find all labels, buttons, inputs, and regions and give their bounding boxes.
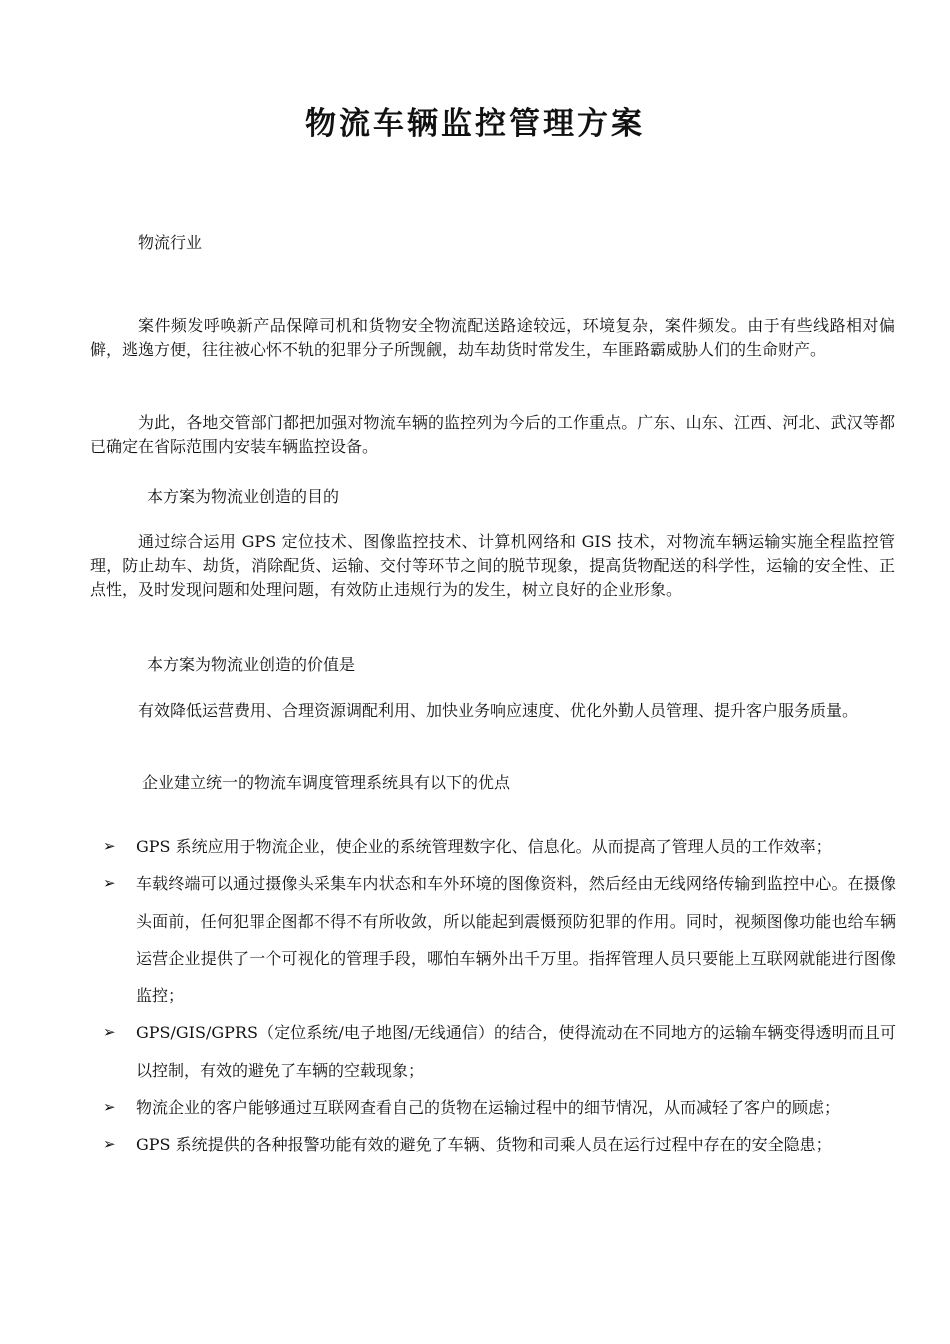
arrow-bullet-icon: ➢ (103, 1135, 116, 1154)
paragraph-cases: 案件频发呼唤新产品保障司机和货物安全物流配送路途较远，环境复杂，案件频发。由于有些线路相对偏僻，逃逸方便，往往被心怀不轨的犯罪分子所觊觎，劫车劫货时常发生，车匪路霸威胁人们的生命财产。 (90, 316, 895, 359)
list-item (90, 828, 896, 865)
advantages-list (90, 828, 896, 1164)
arrow-bullet-icon: ➢ (103, 837, 116, 855)
paragraph-authorities: 为此，各地交管部门都把加强对物流车辆的监控列为今后的工作重点。广东、山东、江西、河北、武汉等都已确定在省际范围内安装车辆监控设备。 (90, 413, 895, 456)
list-item-text: GPS/GIS/GPRS（定位系统/电子地图/无线通信）的结合，使得流动在不同地方的运输车辆变得透明而且可以控制，有效的避免了车辆的空载现象； (136, 1023, 896, 1080)
list-item (90, 1126, 896, 1163)
document-title: 物流车辆监控管理方案 (305, 106, 645, 142)
paragraph-purpose: 通过综合运用 GPS 定位技术、图像监控技术、计算机网络和 GIS 技术，对物流车辆运输实施全程监控管理，防止劫车、劫货，消除配货、运输、交付等环节之间的脱节现象，提高货物配送的科学性，运输的安全性、正点性，及时发现问题和处理问题，有效防止违规行为的发生，树立良好的企业形象。 (90, 532, 895, 599)
list-item (90, 1014, 896, 1089)
section-heading-industry: 物流行业 (138, 233, 203, 252)
list-item (90, 1089, 896, 1126)
section-heading-purpose: 本方案为物流业创造的目的 (147, 487, 340, 506)
arrow-bullet-icon: ➢ (103, 1023, 116, 1042)
list-item-text: 物流企业的客户能够通过互联网查看自己的货物在运输过程中的细节情况，从而减轻了客户的顾虑； (136, 1098, 841, 1118)
section-heading-advantages: 企业建立统一的物流车调度管理系统具有以下的优点 (142, 773, 511, 792)
section-heading-value: 本方案为物流业创造的价值是 (147, 655, 356, 674)
arrow-bullet-icon: ➢ (103, 874, 116, 893)
list-item-text: 车载终端可以通过摄像头采集车内状态和车外环境的图像资料，然后经由无线网络传输到监控中心。在摄像头面前，任何犯罪企图都不得不有所收敛，所以能起到震慑预防犯罪的作用。同时，视频图像功能也给车辆运营企业提供了一个可视化的管理手段，哪怕车辆外出千万里。指挥管理人员只要能上互联网就能进行图像监控； (136, 874, 896, 1006)
arrow-bullet-icon: ➢ (103, 1098, 116, 1117)
paragraph-value: 有效降低运营费用、合理资源调配利用、加快业务响应速度、优化外勤人员管理、提升客户服务质量。 (138, 701, 859, 720)
list-item-text: GPS 系统提供的各种报警功能有效的避免了车辆、货物和司乘人员在运行过程中存在的安全隐患； (136, 1135, 832, 1155)
list-item-text: GPS 系统应用于物流企业，使企业的系统管理数字化、信息化。从而提高了管理人员的工作效率； (136, 837, 832, 856)
list-item (90, 865, 896, 1014)
